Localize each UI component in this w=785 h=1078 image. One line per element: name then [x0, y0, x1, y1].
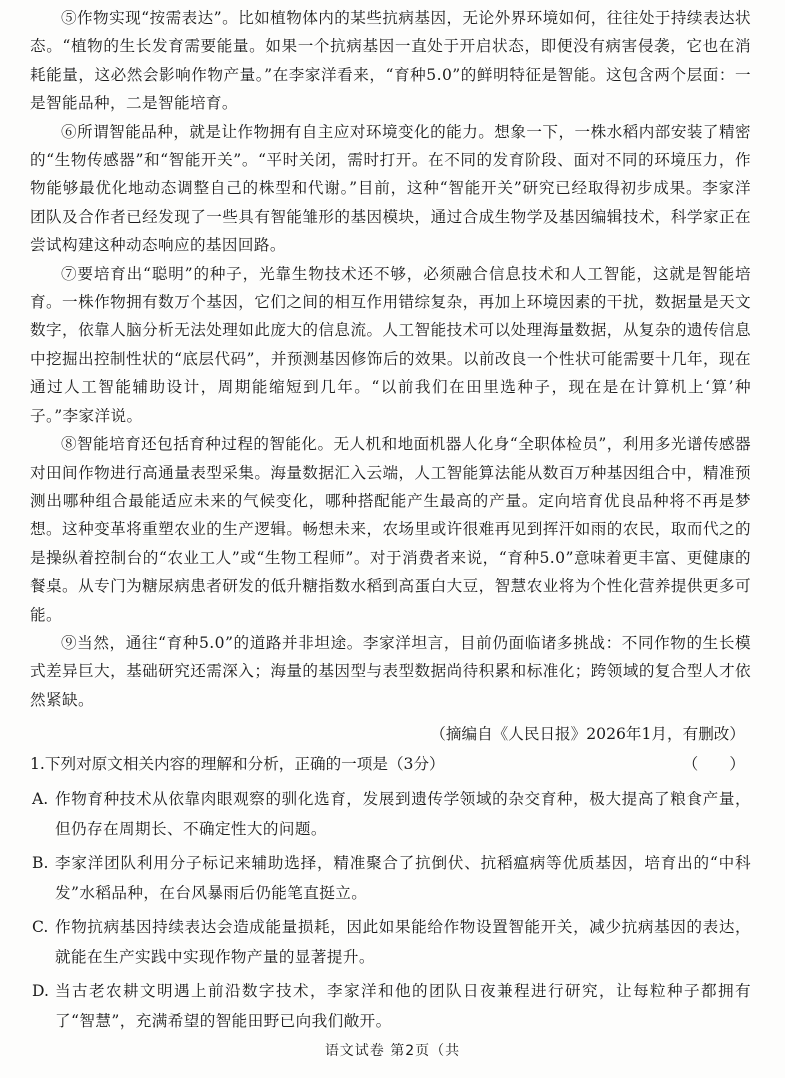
question-1	[30, 750, 751, 1036]
option-a-text: 作物育种技术从依靠肉眼观察的驯化选育，发展到遗传学领域的杂交育种，极大提高了粮食产量，但仍存在周期长、不确定性大的问题。	[55, 790, 751, 839]
article-source: （摘编自《人民日报》2026年1月，有删改）	[430, 725, 745, 744]
option-c-key: C.	[32, 918, 49, 937]
page-footer	[0, 1040, 785, 1062]
paragraph-5: ⑤作物实现“按需表达”。比如植物体内的某些抗病基因，无论外界环境如何，往往处于持续表达状态。“植物的生长发育需要能量。如果一个抗病基因一直处于开启状态，即便没有病害侵袭，它也在消耗能量，这必然会影响作物产量。”在李家洋看来，“育种5.0”的鲜明特征是智能。这包含两个层面：一是智能品种，二是智能培育。	[30, 9, 751, 113]
footer-label: 语文试卷 第2页（共	[324, 1043, 461, 1059]
option-a	[30, 784, 751, 844]
option-d-text: 当古老农耕文明遇上前沿数字技术，李家洋和他的团队日夜兼程进行研究，让每粒种子都拥有了“智慧”，充满希望的智能田野已向我们敞开。	[55, 982, 751, 1031]
option-c	[30, 912, 751, 972]
option-b-key: B.	[32, 854, 49, 873]
answer-bracket: （ ）	[682, 755, 745, 774]
option-d-key: D.	[32, 982, 49, 1001]
paragraph-8: ⑧智能培育还包括育种过程的智能化。无人机和地面机器人化身“全职体检员”，利用多光谱传感器对田间作物进行高通量表型采集。海量数据汇入云端，人工智能算法能从数百万种基因组合中，精准预测出哪种组合最能适应未来的气候变化，哪种搭配能产生最高的产量。定向培育优良品种将不再是梦想。这种变革将重塑农业的生产逻辑。畅想未来，农场里或许很难再见到挥汗如雨的农民，取而代之的是操纵着控制台的“农业工人”或“生物工程师”。对于消费者来说，“育种5.0”意味着更丰富、更健康的餐桌。从专门为糖尿病患者研发的低升糖指数水稻到高蛋白大豆，智慧农业将为个性化营养提供更多可能。	[30, 435, 751, 624]
option-a-key: A.	[32, 790, 49, 809]
paragraph-6: ⑥所谓智能品种，就是让作物拥有自主应对环境变化的能力。想象一下，一株水稻内部安装了精密的“生物传感器”和“智能开关”。“平时关闭，需时打开。在不同的发育阶段、面对不同的环境压力，作物能够最优化地动态调整自己的株型和代谢。”目前，这种“智能开关”研究已经取得初步成果。李家洋团队及合作者已经发现了一些具有智能雏形的基因模块，通过合成生物学及基因编辑技术，科学家正在尝试构建这种动态响应的基因回路。	[30, 122, 751, 255]
option-d	[30, 976, 751, 1036]
question-stem: 1.下列对原文相关内容的理解和分析，正确的一项是（3分）	[30, 755, 445, 774]
option-c-text: 作物抗病基因持续表达会造成能量损耗，因此如果能给作物设置智能开关，减少抗病基因的表达，就能在生产实践中实现作物产量的显著提升。	[55, 918, 751, 967]
option-b-text: 李家洋团队利用分子标记来辅助选择，精准聚合了抗倒伏、抗稻瘟病等优质基因，培育出的“中科发”水稻品种，在台风暴雨后仍能笔直挺立。	[55, 854, 751, 903]
article	[30, 4, 751, 748]
option-b	[30, 848, 751, 908]
paragraph-9: ⑨当然，通往“育种5.0”的道路并非坦途。李家洋坦言，目前仍面临诸多挑战：不同作物的生长模式差异巨大，基础研究还需深入；海量的基因型与表型数据尚待积累和标准化；跨领域的复合型人才依然紧缺。	[30, 633, 751, 709]
question-stem-row	[30, 750, 751, 778]
paragraph-7: ⑦要培育出“聪明”的种子，光靠生物技术还不够，必须融合信息技术和人工智能，这就是智能培育。一株作物拥有数万个基因，它们之间的相互作用错综复杂，再加上环境因素的干扰，数据量是天文数字，依靠人脑分析无法处理如此庞大的信息流。人工智能技术可以处理海量数据，从复杂的遗传信息中挖掘出控制性状的“底层代码”，并预测基因修饰后的效果。以前改良一个性状可能需要十几年，现在通过人工智能辅助设计，周期能缩短到几年。“以前我们在田里选种子，现在是在计算机上‘算’种子。”李家洋说。	[30, 264, 751, 425]
